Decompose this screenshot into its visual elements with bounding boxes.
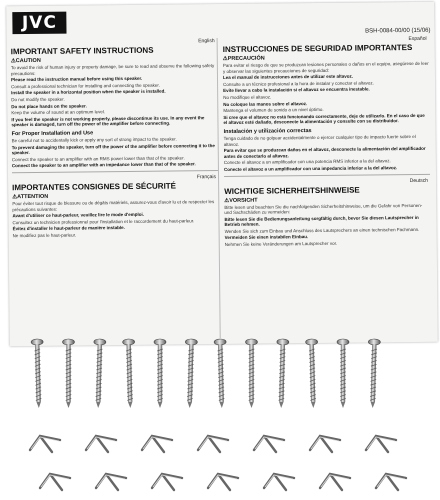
instruction-line: Do not modify the speaker. — [11, 96, 65, 103]
instruction-line: Connect the speaker to an amplifier with an impedance lower than that of the speaker. — [11, 161, 196, 169]
lang-de: Deutsch — [409, 177, 429, 184]
title-fr: IMPORTANTES CONSIGNES DE SÉCURITÉ — [12, 181, 177, 193]
screw — [184, 339, 198, 408]
screws-and-clips-photo — [0, 336, 440, 500]
instruction-line: Évitez d'installer le haut-parleur de manière instable. — [12, 225, 125, 232]
screw — [367, 339, 381, 408]
instruction-line: Connect the speaker to an amplifier with an RMS power lower than that of the speaker. — [11, 155, 185, 162]
screw — [337, 339, 349, 408]
mounting-clip — [254, 436, 284, 452]
instruction-line: Keep the volume of sound at an optimum level. — [11, 109, 106, 116]
instruction-line: Bitte lesen Sie die Bedienungsanleitung sorgfältig durch, bevor Sie diesen Lautsprecher in Betrieb nehmen. — [224, 214, 419, 228]
instruction-line: Para evitar que se produzcan daños en el altavoz, desconecte la alimentación del amplificador antes de conectarlo al altavoz. — [223, 145, 426, 159]
lang-es: Español — [408, 35, 427, 43]
screw — [31, 339, 45, 408]
lines-fr — [12, 199, 218, 239]
screw — [214, 339, 228, 408]
document-code: BSH-0084-00/00 (15/06) — [365, 27, 431, 35]
subtitle-es: Instalación y utilización correctas — [223, 127, 312, 135]
screw — [246, 339, 258, 408]
mounting-clip — [30, 436, 60, 452]
instruction-line: Install the speaker in a horizontal position when the speaker is installed. — [11, 88, 166, 96]
instruction-line: Do not place hands on the speaker. — [11, 102, 87, 109]
lang-en: English — [198, 38, 215, 45]
column-left — [11, 38, 221, 340]
subtitle-en: For Proper Installation and Use — [11, 130, 94, 138]
instruction-line: Bitte lesen und beachten Sie die nachfolgenden Sicherheitshinweise, um die Gefahr von Personen- und Sachschäden zu vermeiden: — [224, 202, 423, 216]
instruction-line: To avoid the risk of human injury or property damage, be sure to read and observe the following safety precautions: — [10, 63, 215, 76]
sublines-es — [224, 134, 430, 173]
instruction-line: To prevent damaging the speaker, turn off the power of the amplifier before connecting it to the speaker. — [11, 142, 215, 156]
instruction-line: Tenga cuidado de no golpear accidentalmente o ejercer cualquier tipo de impacto fuerte sobre el altavoz. — [223, 133, 416, 147]
instruction-line: Nehmen Sie keine Veränderungen am Lautsprecher vor. — [224, 240, 338, 248]
mounting-clip — [366, 436, 396, 452]
mounting-clip — [152, 474, 182, 490]
instruction-line: Si cree que el altavoz no está funcionando correctamente, deje de utilizarlo. En el caso de que el altavoz esté dañado, desconecte la alimentación y consulte con su distribuidor. — [223, 112, 425, 126]
lang-fr: Français — [196, 173, 217, 181]
caution-es: ⚠PRECAUCIÓN — [222, 55, 265, 62]
screw — [63, 339, 75, 408]
sublines-en — [12, 136, 218, 169]
screw-row — [31, 339, 380, 408]
instruction-line: Wenden Sie sich zum Einbau und Anschluss des Lautsprechers an einen technischen Fachmann. — [224, 226, 420, 234]
mounting-clip — [208, 474, 238, 490]
mounting-clip — [310, 436, 340, 452]
instruction-line: Consulte a un técnico profesional a la hora de instalar y conectar el altavoz. — [223, 80, 374, 87]
lines-en — [11, 63, 218, 128]
instruction-line: Ne modifiez pas le haut-parleur. — [12, 232, 77, 239]
title-en: IMPORTANT SAFETY INSTRUCTIONS — [10, 45, 154, 57]
lines-es — [223, 61, 430, 126]
screw — [123, 339, 137, 408]
title-de: WICHTIGE SICHERHEITSHINWEISE — [224, 185, 360, 196]
title-es: INSTRUCCIONES DE SEGURIDAD IMPORTANTES — [222, 43, 413, 54]
mounting-clip — [320, 474, 350, 490]
instruction-line: If you feel the speaker is not working properly, please discontinue its use. In any event the speaker is damaged, turn off the power of the amplifier before connecting. — [11, 114, 205, 128]
caution-fr: ⚠ATTENTION — [12, 193, 49, 201]
clip-rows — [30, 436, 406, 490]
instruction-line: Conecte el altavoz a un amplificador con una potencia RMS inferior a la del altavoz. — [223, 158, 391, 166]
mounting-clip — [376, 474, 406, 490]
instruction-line: Lea el manual de instrucciones antes de utilizar este altavoz. — [222, 73, 354, 81]
mounting-clip — [198, 436, 228, 452]
mounting-clip — [142, 436, 172, 452]
instruction-line: Consultez un technicien professionnel pour l'installation et le raccordement du haut-parleur. — [12, 217, 195, 225]
instruction-line: No modifique el altavoz. — [223, 94, 272, 100]
instruction-line: Avant d'utiliser ce haut-parleur, veuillez lire le mode d'emploi. — [12, 211, 144, 219]
instruction-line: Mantenga el volumen de sonido a un nivel óptimo. — [223, 107, 324, 114]
screw — [154, 339, 166, 408]
mounting-clip — [264, 474, 294, 490]
instruction-line: Be careful not to accidentally kick or apply any sort of strong impact to the speaker. — [11, 136, 177, 144]
instruction-line: Consult a professional technician for installing and connecting the speaker. — [11, 82, 160, 89]
mounting-clip — [96, 474, 126, 490]
instruction-line: Pour éviter tout risque de blessure ou de dégâts matériels, assurez-vous d'avoir lu et de respecter les précautions suivantes: — [12, 198, 215, 212]
divider — [224, 173, 430, 176]
caution-de: ⚠VORSICHT — [224, 197, 258, 204]
instruction-line: Para evitar el riesgo de que se produzcan lesiones personales o daños en el equipo, asegúrese de leer y observar las siguientes precauciones de seguridad: — [222, 60, 429, 74]
jvc-logo: JVC — [12, 12, 66, 35]
screw — [275, 339, 289, 408]
instruction-line: Please read the instruction manual before using this speaker. — [10, 76, 143, 83]
mounting-clip — [40, 474, 70, 490]
screw — [306, 339, 320, 408]
mounting-clip — [86, 436, 116, 452]
screw — [92, 339, 106, 408]
caution-en: ⚠CAUTION — [10, 57, 41, 65]
instruction-line: Evite llevar a cabo la instalación si el altavoz se encuentra inestable. — [223, 86, 370, 94]
safety-instruction-sheet — [6, 2, 438, 346]
divider — [12, 170, 218, 173]
instruction-line: Conecte el altavoz a un amplificador con una impedancia inferior a la del altavoz. — [223, 165, 398, 172]
lines-de — [224, 202, 430, 247]
column-right — [223, 36, 432, 338]
instruction-line: No coloque las manos sobre el altavoz. — [223, 100, 308, 107]
instruction-line: Vermeiden Sie einen instabilen Einbau. — [224, 234, 309, 241]
